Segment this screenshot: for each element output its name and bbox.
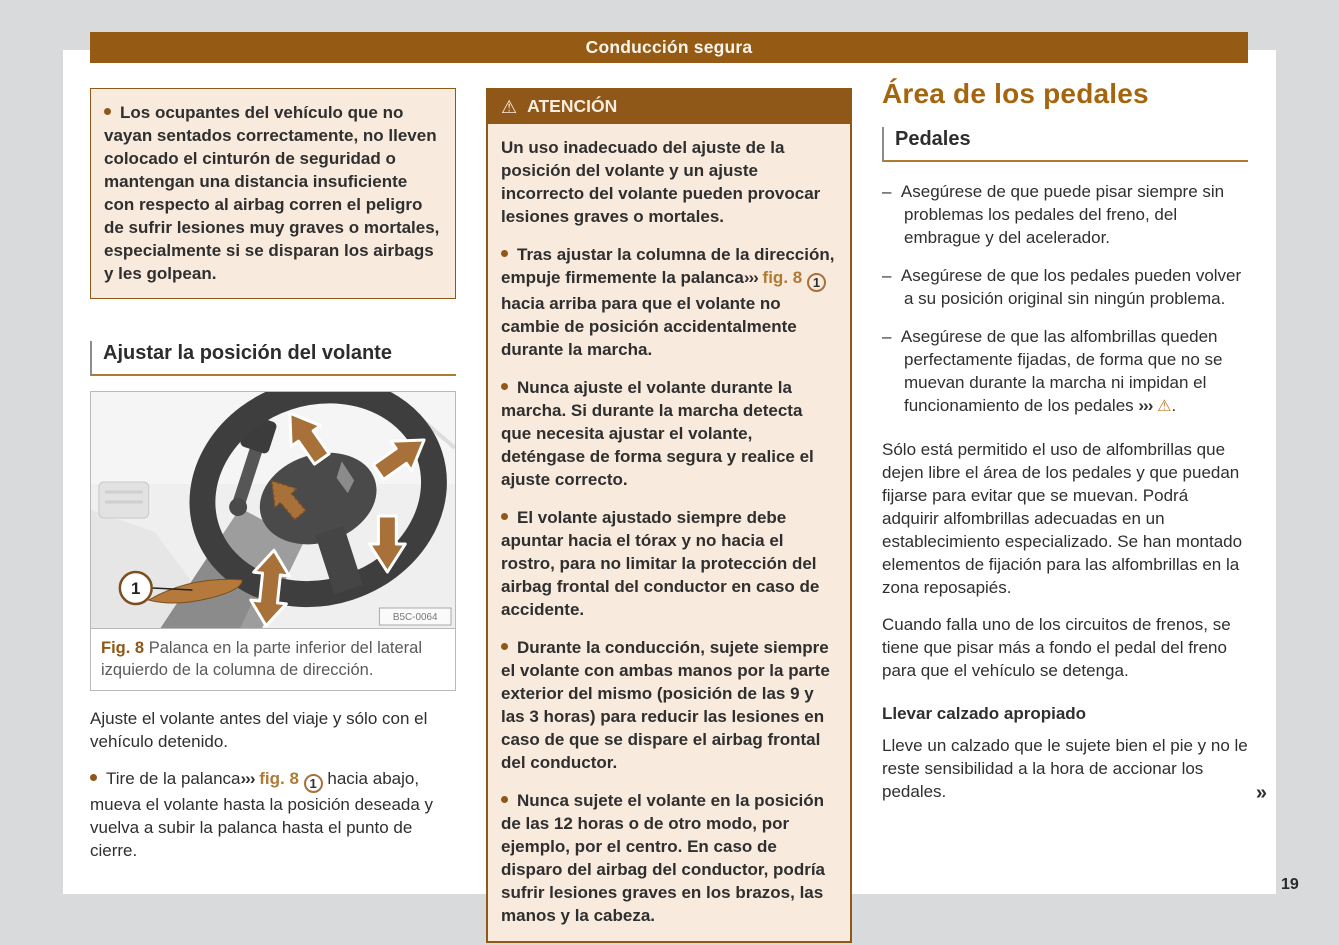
page-title: Área de los pedales <box>882 78 1149 109</box>
dash-item-text: Asegúrese de que puede pisar siempre sin problemas los pedales del freno, del embrague y del acelerador. <box>900 182 1225 247</box>
dash-marker: – <box>882 266 892 285</box>
safety-note-text: Los ocupantes del vehículo que no vayan sentados correctamente, no lleven colocado el cinturón de seguridad o mantengan una distancia insuficiente con respecto al airbag corren el peligro de sufrir lesiones muy graves o mortales, especialmente si se disparan los airbags y les golpean. <box>104 103 440 283</box>
chapter-title: Conducción segura <box>585 37 753 57</box>
bullet-text: hacia abajo, mueva el volante hasta la posición deseada y vuelva a subir la palanca hasta el punto de cierre. <box>90 769 434 860</box>
paragraph: Ajuste el volante antes del viaje y sólo con el vehículo detenido. <box>90 709 428 751</box>
circled-number-icon: 1 <box>304 774 323 793</box>
bullet-text: Nunca ajuste el volante durante la marcha. Si durante la marcha detecta que necesita ajustar el volante, deténgase de forma segura y realice el ajuste correcto. <box>501 378 814 489</box>
section-heading-adjust-steering: Ajustar la posición del volante <box>90 341 456 376</box>
attention-body <box>488 124 850 941</box>
manual-page <box>63 37 1276 925</box>
safety-note-box <box>90 88 456 299</box>
paragraph: Cuando falla uno de los circuitos de frenos, se tiene que pisar más a fondo el pedal del freno para que el vehículo se detenga. <box>882 615 1231 680</box>
attention-bullet <box>501 636 837 774</box>
figure-caption-text: Palanca en la parte inferior del lateral izquierdo de la columna de dirección. <box>101 639 423 679</box>
dash-marker: – <box>882 182 892 201</box>
circled-number-icon: 1 <box>807 273 826 292</box>
column-left <box>90 88 456 943</box>
bullet-dot-icon <box>104 108 111 115</box>
figure-caption <box>91 628 455 690</box>
attention-intro: Un uso inadecuado del ajuste de la posición del volante y un ajuste incorrecto del volante pueden provocar lesiones graves o mortales. <box>501 138 821 226</box>
dash-item <box>882 180 1248 249</box>
section-heading-pedales: Pedales <box>882 127 1248 162</box>
warning-triangle-icon: ⚠ <box>501 96 518 117</box>
attention-bullet <box>501 243 837 361</box>
figure-label: Fig. 8 <box>101 639 145 657</box>
bullet-text: hacia arriba para que el volante no cambie de posición accidentalmente durante la marcha. <box>501 294 797 359</box>
figure-reference: fig. 8 <box>259 769 299 788</box>
continuation-mark: » <box>1255 782 1267 804</box>
figure-8 <box>90 391 456 691</box>
bullet-dot-icon <box>90 774 97 781</box>
attention-bullet <box>501 789 837 927</box>
attention-bullet <box>501 376 837 491</box>
column-middle <box>486 88 852 943</box>
bullet-dot-icon <box>501 643 508 650</box>
attention-box <box>486 88 852 943</box>
dash-item <box>882 325 1248 418</box>
warning-triangle-icon: ⚠ <box>1157 398 1172 415</box>
bullet-dot-icon <box>501 250 508 257</box>
callout-number: 1 <box>131 578 141 599</box>
paragraph-text: Lleve un calzado que le sujete bien el pie y no le reste sensibilidad a la hora de accionar los pedales. <box>882 736 1248 801</box>
paragraph <box>882 734 1267 804</box>
cross-ref-chevrons: ››› <box>1138 396 1153 415</box>
column-right <box>882 78 1267 943</box>
steering-wheel-illustration <box>91 392 455 628</box>
cross-ref-chevrons: ››› <box>240 769 255 788</box>
bullet-dot-icon <box>501 796 508 803</box>
figure-code: B5C-0064 <box>392 611 438 624</box>
page-columns <box>90 78 1267 943</box>
bullet-dot-icon <box>501 383 508 390</box>
page-number: 19 <box>1281 876 1299 893</box>
dash-item <box>882 264 1248 310</box>
attention-header <box>488 90 850 124</box>
bullet-text: Tire de la palanca <box>106 769 241 788</box>
dash-item-text: Asegúrese de que los pedales pueden volver a su posición original sin ningún problema. <box>900 266 1242 308</box>
attention-bullet <box>501 506 837 621</box>
sub-heading-calzado: Llevar calzado apropiado <box>882 704 1087 723</box>
bullet-text: Nunca sujete el volante en la posición de las 12 horas o de otro modo, por ejemplo, por el centro. En caso de disparo del airbag del conductor, podría sufrir lesiones graves en los brazos, las manos y la cabeza. <box>501 791 825 925</box>
dash-marker: – <box>882 327 892 346</box>
paragraph: Sólo está permitido el uso de alfombrillas que dejen libre el área de los pedales y que puedan fijarse para evitar que se muevan. Podrá adquirir alfombrillas adecuadas en un establecimiento especializado. Se han montado elementos de fijación para las alfombrillas en la zona reposapiés. <box>882 440 1243 597</box>
bullet-text: Tras ajustar la columna de la dirección, empuje firmemente la palanca <box>501 245 835 287</box>
dash-item-text: . <box>1171 396 1177 415</box>
bullet-dot-icon <box>501 513 508 520</box>
dash-item-text: Asegúrese de que las alfombrillas queden perfectamente fijadas, de forma que no se muevan durante la marcha ni impidan el funcionamiento de los pedales <box>900 327 1223 415</box>
bullet-text: Durante la conducción, sujete siempre el volante con ambas manos por la parte exterior del mismo (posición de las 9 y las 3 horas) para reducir las lesiones en caso de que se dispare el airbag frontal del conductor. <box>501 638 830 772</box>
bullet-text: El volante ajustado siempre debe apuntar hacia el tórax y no hacia el rostro, para no limitar la protección del airbag frontal del conductor en caso de accidente. <box>501 508 820 619</box>
chapter-header <box>90 32 1248 63</box>
figure-reference: fig. 8 <box>762 268 803 287</box>
attention-title: ATENCIÓN <box>527 96 618 116</box>
bullet-paragraph <box>90 767 456 862</box>
cross-ref-chevrons: ››› <box>743 268 758 287</box>
